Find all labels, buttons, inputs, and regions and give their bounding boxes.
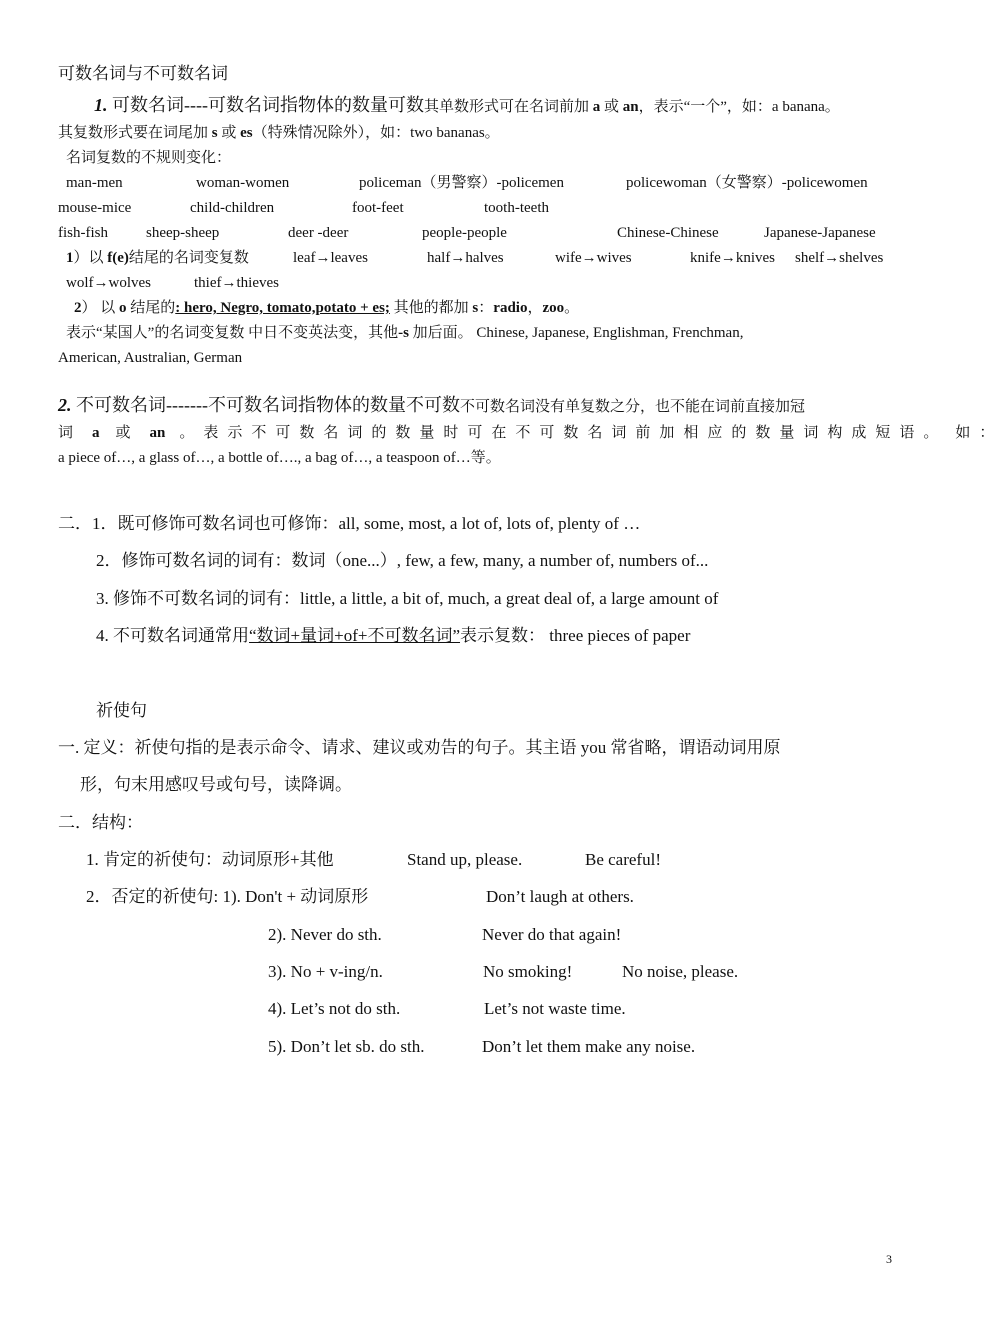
example-sentence: No noise, please. — [622, 962, 739, 981]
affirmative-label: 1. 肯定的祈使句：动词原形+其他 — [86, 850, 334, 869]
example-sentence: Don’t let them make any noise. — [482, 1037, 696, 1056]
rule-fe-example: knife→knives — [690, 250, 775, 266]
countable-heading: 可数名词----可数名词指物体的数量可数 — [107, 95, 424, 115]
irregular-item: Chinese-Chinese — [617, 225, 719, 241]
rule-fe-example: shelf→shelves — [795, 250, 884, 266]
irregular-item: foot-feet — [352, 200, 404, 216]
rule-fe-example: wolf→wolves — [66, 275, 151, 291]
example-sentence: Let’s not waste time. — [484, 999, 626, 1018]
countable-plural-rule: 其复数形式要在词尾加 s 或 es（特殊情况除外），如：two bananas。 — [58, 125, 500, 141]
section-number: 1. — [94, 95, 108, 115]
irregular-plural-title: 名词复数的不规则变化： — [66, 150, 232, 166]
irregular-item: Japanese-Japanese — [764, 225, 876, 241]
nationality-rule: 表示“某国人”的名词变复数 中日不变英法变，其他-s 加后面。 Chinese, Japanese, Englishman, Frenchman, — [66, 325, 744, 341]
negative-form: 3). No + v-ing/n. — [268, 962, 383, 981]
section-number: 2. — [58, 395, 72, 415]
irregular-item: woman-women — [196, 175, 290, 191]
irregular-item: deer -deer — [288, 225, 349, 241]
page-number: 3 — [886, 1252, 892, 1266]
irregular-item: mouse-mice — [58, 200, 132, 216]
irregular-item: policeman（男警察）-policemen — [359, 175, 564, 191]
uncountable-heading-line: 2. 不可数名词-------不可数名词指物体的数量不可数不可数名词没有单复数之分，也不能在词前直接加冠 — [58, 395, 805, 415]
modifier-rule-3: 3. 修饰不可数名词的词有：little, a little, a bit of, much, a great deal of, a large amount of — [96, 589, 719, 608]
doc-title: 可数名词与不可数名词 — [58, 64, 228, 83]
uncountable-line2: 词 a 或 an 。表示不可数名词的数量时可在不可数名词前加相应的数量词构成短语。 如： — [58, 425, 1003, 441]
rule-fe-example: half→halves — [427, 250, 504, 266]
uncountable-heading: 不可数名词-------不可数名词指物体的数量不可数 — [71, 395, 460, 415]
irregular-item: child-children — [190, 200, 275, 216]
example-sentence: Be careful! — [585, 850, 661, 869]
rule-fe-label: 1）以 f(e)结尾的名词变复数 — [66, 250, 249, 266]
uncountable-examples: a piece of…, a glass of…, a bottle of…., a bag of…, a teaspoon of…等。 — [58, 450, 501, 466]
irregular-item: man-men — [66, 175, 123, 191]
irregular-item: tooth-teeth — [484, 200, 549, 216]
modifier-rule-1: 二．1．既可修饰可数名词也可修饰：all, some, most, a lot of, lots of, plenty of … — [58, 514, 641, 533]
modifier-rule-2: 2．修饰可数名词的词有：数词（one...）, few, a few, many, a number of, numbers of... — [96, 551, 709, 570]
rule-fe-example: thief→thieves — [194, 275, 279, 291]
example-sentence: Stand up, please. — [407, 850, 523, 869]
modifier-rule-4: 4. 不可数名词通常用“数词+量词+of+不可数名词”表示复数： three pieces of paper — [96, 626, 691, 645]
example-sentence: Never do that again! — [482, 925, 622, 944]
negative-form: 4). Let’s not do sth. — [268, 999, 401, 1018]
rule-o-line: 2） 以 o 结尾的: hero, Negro, tomato,potato + es; 其他的都加 s：radio，zoo。 — [74, 300, 580, 316]
negative-form: 5). Don’t let sb. do sth. — [268, 1037, 425, 1056]
example-sentence: Don’t laugh at others. — [486, 887, 634, 906]
negative-form: 2). Never do sth. — [268, 925, 382, 944]
imperative-definition-cont: 形，句末用感叹号或句号，读降调。 — [80, 775, 352, 794]
irregular-item: sheep-sheep — [146, 225, 220, 241]
imperative-definition: 一. 定义：祈使句指的是表示命令、请求、建议或劝告的句子。其主语 you 常省略，谓语动词用原 — [58, 738, 781, 757]
negative-label: 2．否定的祈使句: 1). Don't + 动词原形 — [86, 887, 369, 906]
imperative-structure-title: 二．结构： — [58, 813, 143, 832]
rule-fe-example: wife→wives — [555, 250, 632, 266]
irregular-item: people-people — [422, 225, 507, 241]
irregular-item: fish-fish — [58, 225, 108, 241]
rule-fe-example: leaf→leaves — [293, 250, 368, 266]
nationality-examples: American, Australian, German — [58, 350, 243, 366]
imperative-title: 祈使句 — [96, 701, 147, 720]
irregular-item: policewoman（女警察）-policewomen — [626, 175, 868, 191]
example-sentence: No smoking! — [483, 962, 573, 981]
countable-heading-line: 1. 可数名词----可数名词指物体的数量可数其单数形式可在名词前加 a 或 an，表示“一个”，如：a banana。 — [94, 95, 840, 115]
